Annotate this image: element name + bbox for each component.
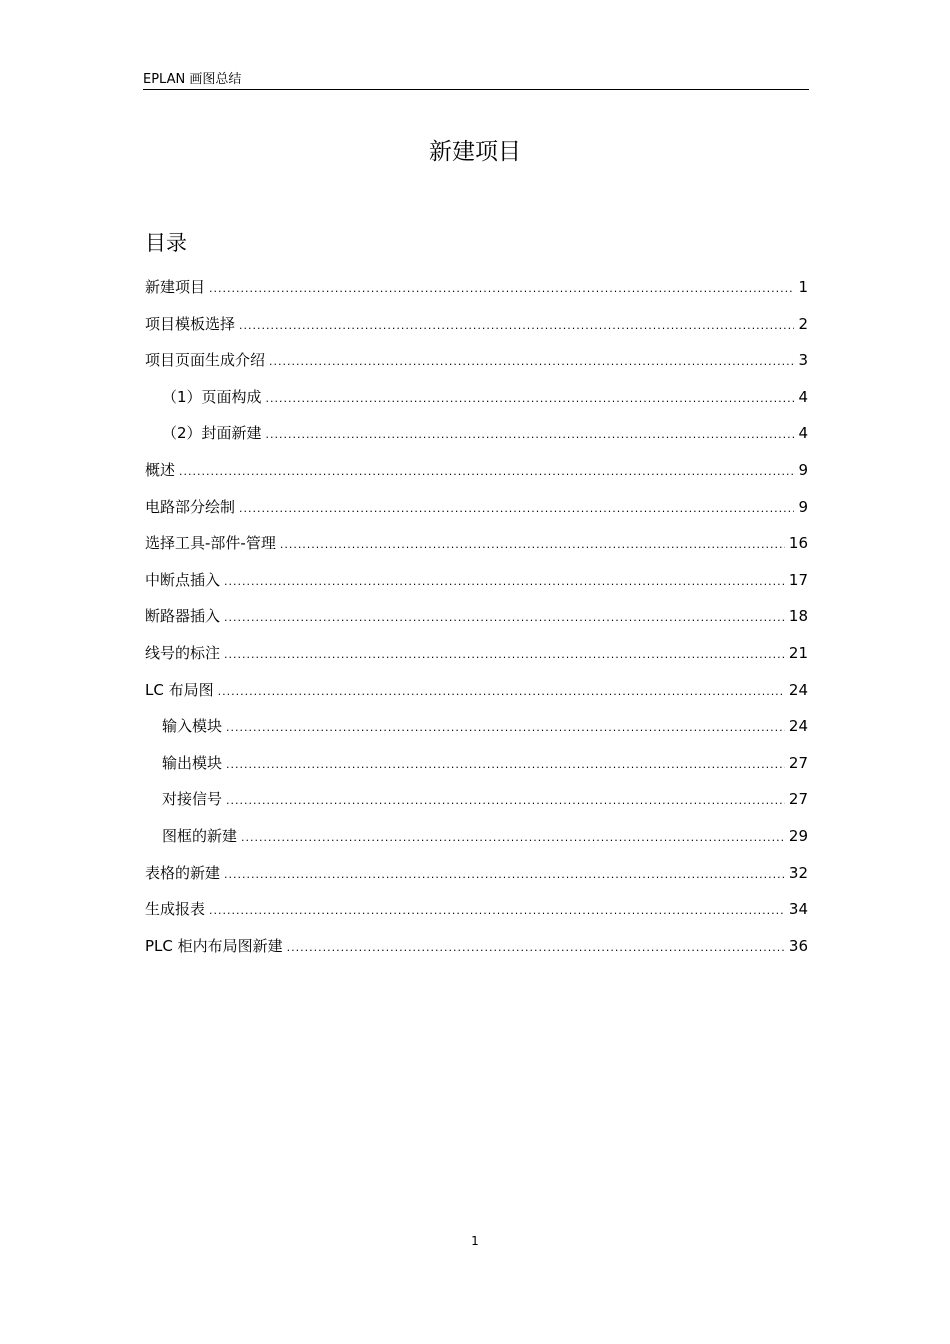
toc-entry-page-number: 4 (798, 424, 808, 443)
toc-entry-page-number: 1 (798, 278, 808, 296)
toc-dot-leader (226, 753, 785, 777)
toc-dot-leader (287, 936, 785, 960)
toc-dot-leader (179, 460, 794, 484)
toc-entry[interactable] (145, 458, 808, 495)
toc-entry[interactable] (145, 678, 808, 715)
toc-entry-label: 输出模块 (162, 753, 223, 772)
toc-dot-leader (239, 314, 794, 338)
toc-entry-page-number: 32 (788, 863, 808, 882)
toc-entry-page-number: 36 (788, 936, 808, 955)
toc-entry[interactable] (145, 348, 808, 385)
toc-dot-leader (224, 606, 785, 630)
toc-entry-label: 电路部分绘制 (145, 497, 236, 516)
toc-entry-page-number: 16 (788, 534, 808, 553)
toc-entry-page-number: 21 (788, 643, 808, 662)
toc-entry-label: 对接信号 (162, 790, 223, 809)
toc-entry-page-number: 9 (798, 460, 808, 479)
toc-entry-label: 项目模板选择 (145, 314, 236, 333)
toc-dot-leader (226, 716, 785, 740)
toc-entry-label: 输入模块 (162, 717, 223, 736)
toc-entry[interactable] (145, 751, 808, 788)
toc-entry[interactable] (145, 495, 808, 532)
toc-entry[interactable] (145, 714, 808, 751)
document-title: 新建项目 (429, 139, 521, 165)
toc-dot-leader (266, 387, 794, 411)
toc-entry[interactable] (145, 787, 808, 824)
toc-dot-leader (224, 643, 785, 667)
toc-entry[interactable] (145, 824, 808, 861)
toc-entry[interactable] (145, 531, 808, 568)
table-of-contents (145, 275, 808, 970)
toc-entry[interactable] (145, 641, 808, 678)
toc-entry-label: 断路器插入 (145, 607, 221, 626)
toc-dot-leader (269, 350, 794, 374)
toc-dot-leader (226, 789, 785, 813)
toc-entry-label: 概述 (145, 460, 176, 479)
toc-entry[interactable] (145, 312, 808, 349)
toc-entry-label: 生成报表 (145, 900, 206, 919)
toc-entry[interactable] (145, 897, 808, 934)
toc-dot-leader (280, 533, 785, 557)
toc-entry-label: LC 布局图 (145, 680, 214, 699)
toc-entry-page-number: 24 (788, 680, 808, 699)
toc-entry[interactable] (145, 385, 808, 422)
toc-entry-label: 新建项目 (145, 278, 206, 296)
toc-entry-label: 选择工具-部件-管理 (145, 534, 276, 553)
toc-entry-page-number: 9 (798, 497, 808, 516)
toc-entry-page-number: 2 (798, 314, 808, 333)
toc-entry[interactable] (145, 604, 808, 641)
toc-entry-label: （1）页面构成 (162, 387, 262, 406)
toc-dot-leader (218, 680, 785, 704)
toc-entry-page-number: 17 (788, 570, 808, 589)
toc-dot-leader (209, 277, 794, 301)
toc-entry-page-number: 24 (788, 717, 808, 736)
toc-dot-leader (209, 899, 785, 923)
toc-entry-page-number: 34 (788, 900, 808, 919)
toc-entry-label: 线号的标注 (145, 643, 221, 662)
toc-dot-leader (241, 826, 785, 850)
toc-entry-label: 表格的新建 (145, 863, 221, 882)
toc-entry[interactable] (145, 934, 808, 971)
toc-entry-page-number: 4 (798, 387, 808, 406)
toc-entry-label: 图框的新建 (162, 826, 238, 845)
toc-dot-leader (266, 423, 794, 447)
toc-entry-page-number: 27 (788, 753, 808, 772)
running-header: EPLAN 画图总结 (143, 70, 809, 90)
toc-entry-page-number: 27 (788, 790, 808, 809)
toc-entry-page-number: 18 (788, 607, 808, 626)
toc-heading: 目录 (145, 231, 187, 255)
toc-entry-page-number: 29 (788, 826, 808, 845)
toc-entry-label: 项目页面生成介绍 (145, 351, 266, 370)
toc-entry[interactable] (145, 275, 808, 312)
toc-entry[interactable] (145, 568, 808, 605)
toc-entry-label: （2）封面新建 (162, 424, 262, 443)
page-number: 1 (471, 1234, 479, 1248)
toc-entry[interactable] (145, 861, 808, 898)
toc-entry[interactable] (145, 421, 808, 458)
toc-entry-page-number: 3 (798, 351, 808, 370)
toc-dot-leader (239, 497, 794, 521)
toc-entry-label: 中断点插入 (145, 570, 221, 589)
toc-dot-leader (224, 570, 785, 594)
toc-dot-leader (224, 863, 785, 887)
toc-entry-label: PLC 柜内布局图新建 (145, 936, 283, 955)
